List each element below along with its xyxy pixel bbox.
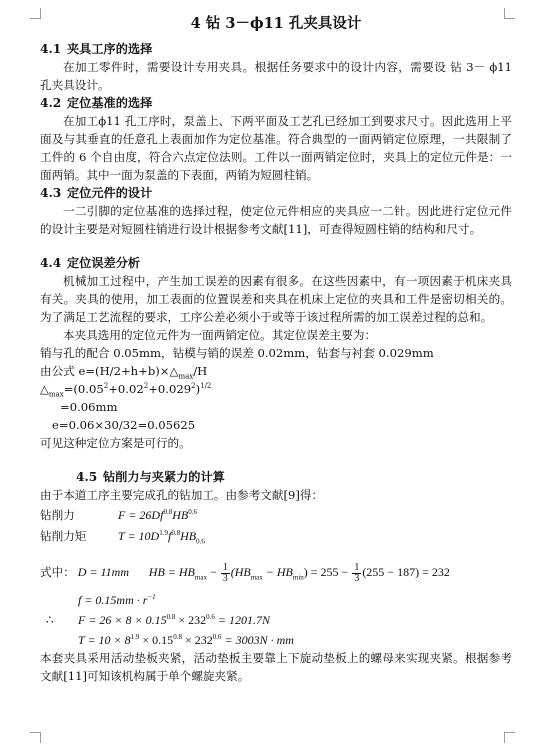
delta-max-formula: $\triangle_{max}=(0.05^2+0.02^2+0.029^2)^{1/2}$ <box>40 382 212 399</box>
feed-rate-formula: $f = 0.15mm \cdot r^{-1}$ <box>78 593 156 607</box>
e-result: e=0.06×30/32=0.05625 <box>52 418 196 432</box>
error-values-line: 销与孔的配合 0.05mm，钻模与销的误差 0.02mm，钻套与衬套 0.029mm <box>40 346 434 360</box>
paragraph: 本套夹具采用活动垫板夹紧，活动垫板主要靠上下旋动垫板上的螺母来实现夹紧。根据参考文献[11]可知该机构属于单个螺旋夹紧。 <box>40 651 512 683</box>
page-title: 4 钻 3－ϕ11 孔夹具设计 <box>190 15 362 32</box>
section-heading-4-5: 4.5 钻削力与夹紧力的计算 <box>76 470 225 484</box>
section-heading-4-1: 4.1 夹具工序的选择 <box>40 42 153 56</box>
section-heading-4-3: 4.3 定位元件的设计 <box>40 186 153 200</box>
drilling-force-formula: 钻削力 $F = 26Df^{0.8}HB^{0.6}$ <box>40 508 197 522</box>
hb-formula: 式中： D = 11mm HB = $HB_{max}$ − $\frac{1}{3}$ $(HB_{max} - HB_{min}) = 255$ − $\frac{1}{3}$ (255 − 187) = 232 <box>40 561 450 584</box>
conclusion-line: 可见这种定位方案是可行的。 <box>40 436 191 450</box>
drilling-torque-formula: 钻削力矩 $T = 10D^{1.9}f^{0.8}HB_{0.6}$ <box>40 529 205 546</box>
force-calculation: ∴ $F = 26 \times 8 \times 0.15^{0.8} \times 232^{0.6} = 1201.7N$ <box>46 613 271 627</box>
document-body <box>40 14 512 685</box>
section-heading-4-2: 4.2 定位基准的选择 <box>40 96 153 110</box>
section-heading-4-4: 4.4 定位误差分析 <box>40 256 141 270</box>
paragraph: 在加工ϕ11 孔工序时，泵盖上、下两平面及工艺孔已经加工到要求尺寸。因此选用上平面及与其垂直的任意孔上表面加作为定位基准。符合典型的一面两销定位原理，一共限制了工件的 6 个自由度，符合六点定位法则。工件以一面两销定位时，夹具上的定位元件是：一面两销。其中一面为泵盖的下表面，两销为短圆柱销。 <box>40 114 512 182</box>
paragraph: 本夹具选用的定位元件为一面两销定位。其定位误差主要为： <box>63 328 377 342</box>
crop-mark-bottom-right <box>504 732 515 743</box>
crop-mark-bottom-left <box>30 732 41 743</box>
paragraph: 由于本道工序主要完成孔的钻加工。由参考文献[9]得： <box>40 488 324 502</box>
torque-calculation: $T = 10 \times 8^{1.9} \times 0.15^{0.8} \times 232^{0.6} = 3003N$ · mm <box>78 633 294 647</box>
delta-max-result: =0.06mm <box>60 400 118 414</box>
paragraph: 在加工零件时，需要设计专用夹具。根据任务要求中的设计内容，需要设 钻 3－ ϕ11 孔夹具设计。 <box>40 60 512 92</box>
paragraph: 一二引脚的定位基准的选择过程，使定位元件相应的夹具应一二针。因此进行定位元件的设计主要是对短圆柱销进行设计根据参考文献[11]，可查得短圆柱销的结构和尺寸。 <box>40 204 512 236</box>
paragraph: 机械加工过程中，产生加工误差的因素有很多。在这些因素中，有一项因素于机床夹具有关。夹具的使用，加工表面的位置误差和夹具在机床上定位的夹具和工件是密切相关的。为了满足工艺流程的要求，工序公差必须小于或等于该过程所需的加工误差过程的总和。 <box>40 274 512 324</box>
error-formula: 由公式 $e=(H/2+h+b)\times\triangle_{max}/H$ <box>40 364 208 381</box>
